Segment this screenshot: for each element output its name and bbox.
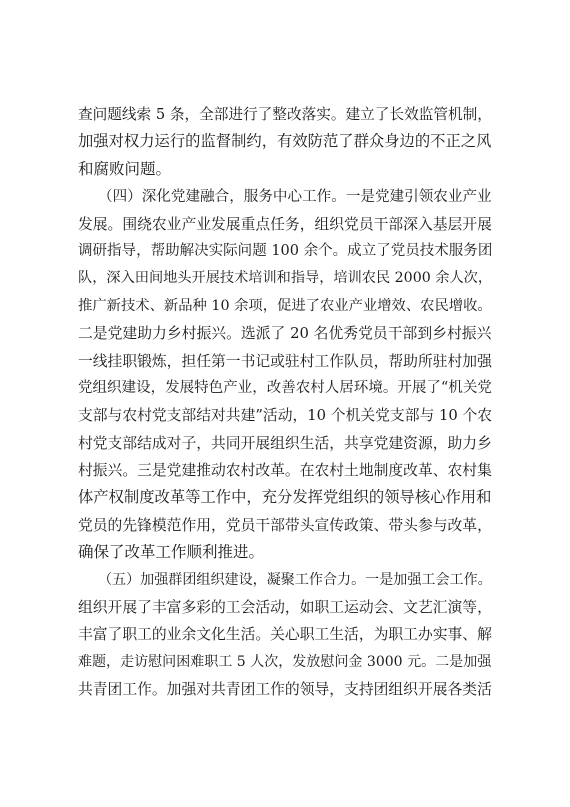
text-line: 确保了改革工作顺利推进。: [78, 543, 265, 562]
text-line: 村振兴。三是党建推动农村改革。在农村土地制度改革、农村集: [78, 462, 492, 480]
text-line: 二是党建助力乡村振兴。选派了 20 名优秀党员干部到乡村振兴: [78, 325, 492, 343]
text-line: 体产权制度改革等工作中，充分发挥党组织的领导核心作用和: [78, 488, 492, 507]
section-heading-line: （五）加强群团组织建设，凝聚工作合力。一是加强工会工作。: [98, 571, 492, 588]
text-line: 支部与农村党支部结对共建”活动，10 个机关党支部与 10 个农: [78, 407, 493, 425]
text-line: 丰富了职工的业余文化生活。关心职工生活，为职工办实事、解: [78, 626, 492, 644]
text-line: 党员的先锋模范作用，党员干部带头宣传政策、带头参与改革，: [78, 516, 492, 534]
text-line: 组织开展了丰富多彩的工会活动，如职工运动会、文艺汇演等，: [78, 599, 492, 617]
text-line: 发展。围绕农业产业发展重点任务，组织党员干部深入基层开展: [78, 215, 492, 233]
text-line: 党组织建设，发展特色产业，改善农村人居环境。开展了“机关党: [78, 379, 492, 396]
text-line: 一线挂职锻炼，担任第一书记或驻村工作队员，帮助所驻村加强: [78, 352, 492, 370]
text-line: 调研指导，帮助解决实际问题 100 余个。成立了党员技术服务团: [78, 242, 493, 259]
text-line: 加强对权力运行的监督制约，有效防范了群众身边的不正之风: [78, 132, 492, 151]
text-line: 共青团工作。加强对共青团工作的领导，支持团组织开展各类活: [78, 681, 492, 699]
text-line: 难题，走访慰问困难职工 5 人次，发放慰问金 3000 元。二是加强: [78, 653, 492, 670]
section-heading-line: （四）深化党建融合，服务中心工作。一是党建引领农业产业: [98, 188, 492, 206]
text-line: 推广新技术、新品种 10 余项，促进了农业产业增效、农民增收。: [78, 297, 492, 314]
text-line: 查问题线索 5 条，全部进行了整改落实。建立了长效监管机制，: [78, 106, 492, 123]
text-line: 和腐败问题。: [78, 159, 172, 178]
text-line: 队，深入田间地头开展技术培训和指导，培训农民 2000 余人次，: [78, 270, 493, 287]
body-text: [78, 101, 492, 704]
text-line: 村党支部结成对子，共同开展组织生活，共享党建资源，助力乡: [78, 434, 492, 452]
